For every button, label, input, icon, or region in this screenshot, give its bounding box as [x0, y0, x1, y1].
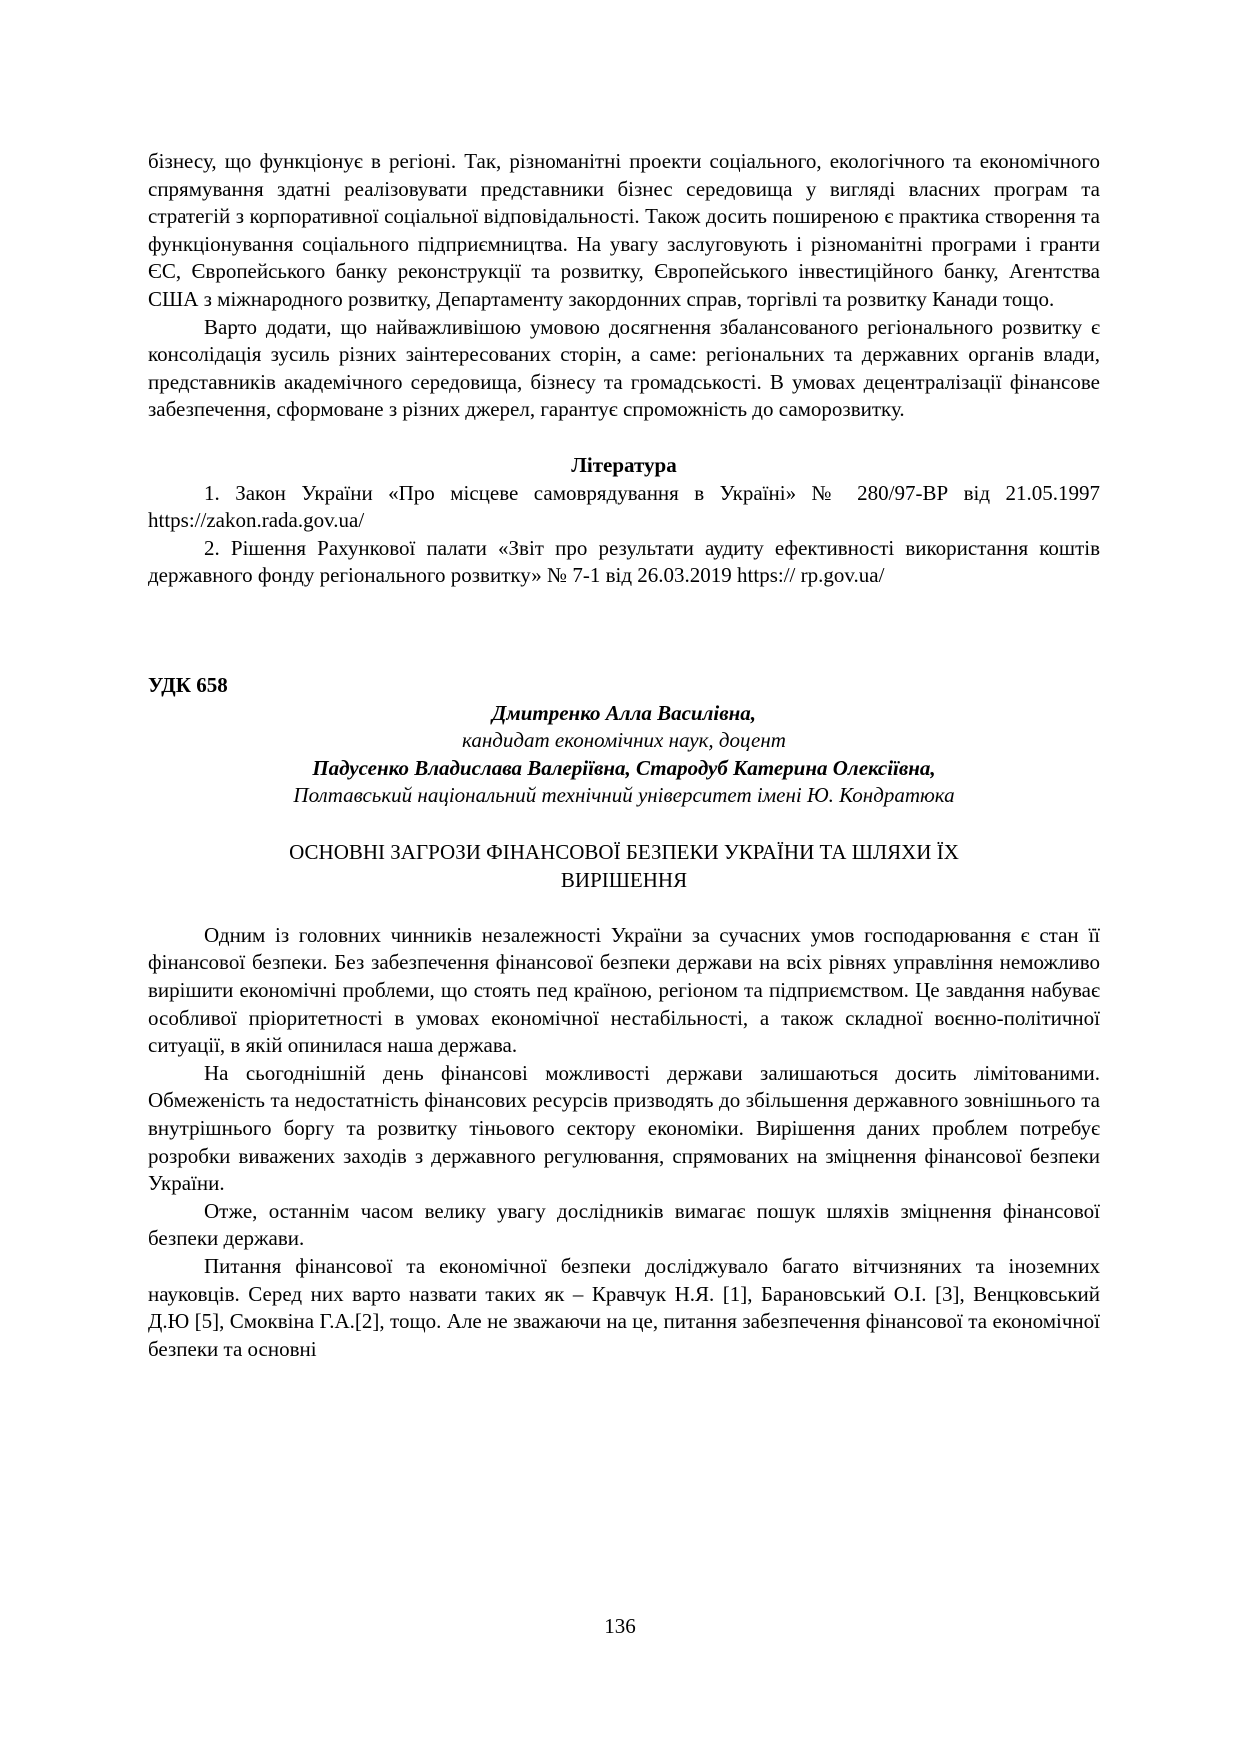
body-paragraph: бізнесу, що функціонує в регіоні. Так, різноманітні проекти соціального, екологічного та економічного спрямування здатні реалізовувати представники бізнес середовища у вигляді власних програм та стратегій з корпоративної соціальної відповідальності. Також досить поширеною є практика створення та функціонування соціального підприємництва. На увагу заслуговують і різноманітні програми і гранти ЄС, Європейського банку реконструкції та розвитку, Європейського інвестиційного банку, Агентства США з міжнародного розвитку, Департаменту закордонних справ, торгівлі та розвитку Канади тощо. — [148, 149, 1100, 311]
body-paragraph: Питання фінансової та економічної безпеки досліджувало багато вітчизняних та іноземних науковців. Серед них варто назвати таких як – Кравчук Н.Я. [1], Барановський О.І. [3], Венцковський Д.Ю [5], Смоквіна Г.А.[2], тощо. Але не зважаючи на це, питання забезпечення фінансової та економічної безпеки та основні — [148, 1254, 1100, 1361]
coauthor-names: Падусенко Владислава Валеріївна, Стародуб Катерина Олексіївна, — [312, 755, 936, 780]
author-name: Дмитренко Алла Василівна, — [491, 700, 757, 725]
reference-item: 1. Закон України «Про місцеве самоврядування в Україні» № 280/97-ВР від 21.05.1997 https://zakon.rada.gov.ua/ — [148, 480, 1100, 533]
body-paragraph: На сьогоднішній день фінансові можливості держави залишаються досить лімітованими. Обмеженість та недостатність фінансових ресурсів призводять до збільшення державного зовнішнього та внутрішнього боргу та розвитку тіньового сектору економіки. Вирішення даних проблем потребує розробки виважених заходів з державного регулювання, спрямованих на зміцнення фінансової безпеки України. — [148, 1060, 1100, 1196]
body-paragraph: Одним із головних чинників незалежності України за сучасних умов господарювання є стан її фінансової безпеки. Без забезпечення фінансової безпеки держави на всіх рівнях управління неможливо вирішити економічні проблеми, що стоять пед країною, регіоном та підприємством. Це завдання набуває особливої пріоритетності в умовах економічної нестабільності, а також складної воєнно-політичної ситуації, в якій опинилася наша держава. — [148, 922, 1100, 1058]
udk-code: УДК 658 — [148, 672, 228, 697]
author-degree: кандидат економічних наук, доцент — [462, 728, 786, 753]
body-paragraph: Отже, останнім часом велику увагу дослідників вимагає пошук шляхів зміцнення фінансової безпеки держави. — [148, 1198, 1100, 1251]
article-title — [148, 838, 1100, 894]
article-title-line: ВИРІШЕННЯ — [560, 867, 688, 892]
author-affiliation: Полтавський національний технічний університет імені Ю. Кондратюка — [293, 783, 955, 808]
article-title-line: ОСНОВНІ ЗАГРОЗИ ФІНАНСОВОЇ БЕЗПЕКИ УКРАЇНИ ТА ШЛЯХИ ЇХ — [289, 839, 959, 864]
body-paragraph: Варто додати, що найважливішою умовою досягнення збалансованого регіонального розвитку є консолідація зусиль різних заінтересованих сторін, а саме: регіональних та державних органів влади, представників академічного середовища, бізнесу та громадськості. В умовах децентралізації фінансове забезпечення, сформоване з різних джерел, гарантує спроможність до саморозвитку. — [148, 314, 1100, 422]
page-number: 136 — [604, 1614, 636, 1638]
document-page — [148, 148, 1100, 1363]
references-heading: Література — [571, 452, 677, 477]
reference-item: 2. Рішення Рахункової палати «Звіт про результати аудиту ефективності використання коштів державного фонду регіонального розвитку» № 7-1 від 26.03.2019 https:// rp.gov.ua/ — [148, 535, 1100, 588]
